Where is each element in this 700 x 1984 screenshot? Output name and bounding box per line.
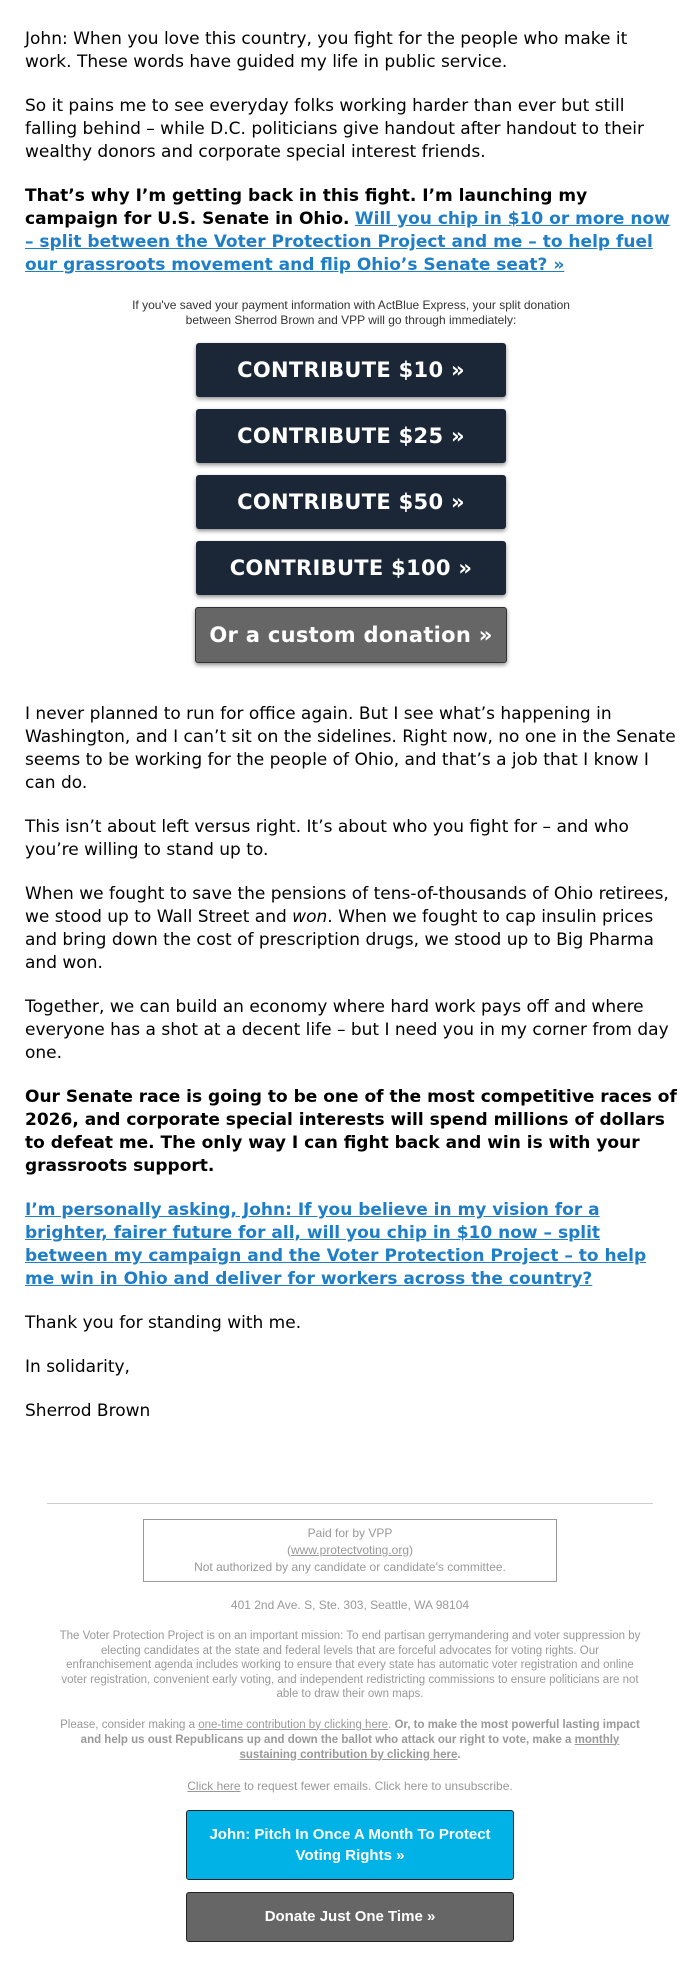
email-body — [25, 28, 677, 1444]
consider-text: Please, consider making a — [60, 1718, 199, 1731]
contribute-25-button[interactable]: CONTRIBUTE $25 » — [196, 409, 506, 463]
paragraph-closing: In solidarity, — [25, 1357, 130, 1377]
email-preferences-line — [0, 1779, 700, 1794]
contribute-100-button[interactable]: CONTRIBUTE $100 » — [196, 541, 506, 595]
chip-in-link[interactable]: Will you chip in $10 or more now – split between the Voter Protection Project and me – to help fuel our grassroots movement and flip Ohio’s Senate seat? » — [25, 209, 670, 275]
paragraph-economy: Together, we can build an economy where hard work pays off and where everyone has a shot at a decent life – but I need you in my corner from day one. — [25, 997, 669, 1063]
paragraph-intro: John: When you love this country, you fight for the people who make it work. These words have guided my life in public service. — [25, 29, 628, 72]
paid-for-disclaimer — [143, 1519, 557, 1582]
monthly-donation-button[interactable]: John: Pitch In Once A Month To Protect Voting Rights » — [186, 1810, 514, 1880]
campaign-launch-text: That’s why I’m getting back in this fight. I’m launching my campaign for U.S. Senate in Ohio. — [25, 186, 588, 229]
email-footer — [0, 1503, 700, 1942]
actblue-express-note: If you've saved your payment information with ActBlue Express, your split donation between Sherrod Brown and VPP will go through immediately: — [132, 298, 570, 327]
pensions-text-emphasis: won — [292, 907, 328, 927]
consider-separator: . — [388, 1718, 395, 1731]
protectvoting-link[interactable]: www.protectvoting.org — [290, 1543, 410, 1557]
footer-divider — [47, 1503, 653, 1504]
paragraph-competitive-race: Our Senate race is going to be one of the most competitive races of 2026, and corporate special interests will spend millions of dollars to defeat me. The only way I can fight back and win is with your grassroots support. — [25, 1087, 677, 1176]
fewer-emails-link[interactable]: Click here — [187, 1778, 241, 1793]
not-authorized-line: Not authorized by any candidate or candidate's committee. — [194, 1560, 506, 1574]
custom-donation-button[interactable]: Or a custom donation » — [195, 607, 507, 663]
donation-button-group — [25, 343, 677, 675]
one-time-contribution-link[interactable]: one-time contribution by clicking here — [198, 1718, 389, 1731]
paragraph-falling-behind: So it pains me to see everyday folks working harder than ever but still falling behind – while D.C. politicians give handout after handout to their wealthy donors and corporate special interest friends. — [25, 96, 645, 162]
pensions-text-b: . When we fought to cap insulin prices and bring down the cost of prescription drugs, we stood up to Big Pharma and won. — [25, 907, 654, 973]
paragraph-run-again: I never planned to run for office again. But I see what’s happening in Washington, and I can’t sit on the sidelines. Right now, no one in the Senate seems to be working for the people of Ohio, and that’s a job that I know I can do. — [25, 704, 676, 793]
paid-for-line: Paid for by VPP — [307, 1526, 393, 1540]
contribution-options-text — [59, 1718, 641, 1763]
personal-ask-link[interactable]: I’m personally asking, John: If you believe in my vision for a brighter, fairer future for all, will you chip in $10 now – split between my campaign and the Voter Protection Project – to help me win in Ohio and deliver for workers across the country? — [25, 1200, 647, 1289]
paren-open: ( — [286, 1543, 291, 1557]
paragraph-left-right: This isn’t about left versus right. It’s about who you fight for – and who you’re willing to stand up to. — [25, 817, 629, 860]
signature: Sherrod Brown — [25, 1401, 151, 1421]
paid-for-url-line — [144, 1542, 556, 1559]
consider-bold-span: Or, to make the most powerful lasting impact and help us oust Republicans up and down the ballot who attack our right to vote, make a — [80, 1718, 640, 1746]
pensions-text-a: When we fought to save the pensions of tens-of-thousands of Ohio retirees, we stood up to Wall Street and — [25, 884, 669, 927]
paragraph-campaign-launch — [25, 185, 677, 277]
monthly-contribution-link[interactable]: monthly sustaining contribution by clicking here — [239, 1733, 620, 1761]
paragraph-thank-you: Thank you for standing with me. — [25, 1313, 302, 1333]
consider-end: . — [457, 1748, 461, 1761]
mission-statement: The Voter Protection Project is on an important mission: To end partisan gerrymandering and voter suppression by electing candidates at the state and federal levels that are forceful advocates for voting rights. Our enfranchisement agenda includes working to ensure that every state has automatic voter registration and online voter registration, convenient early voting, and independent redistricting commissions to ensure politicians are not able to draw their own maps. — [59, 1630, 641, 1700]
paragraph-pensions — [25, 883, 677, 975]
unsubscribe-text: to request fewer emails. Click here to unsubscribe. — [240, 1778, 513, 1793]
one-time-donation-button[interactable]: Donate Just One Time » — [186, 1892, 514, 1942]
contribute-10-button[interactable]: CONTRIBUTE $10 » — [196, 343, 506, 397]
mailing-address: 401 2nd Ave. S, Ste. 303, Seattle, WA 98104 — [230, 1598, 470, 1612]
paragraph-personal-ask — [25, 1199, 677, 1291]
contribute-50-button[interactable]: CONTRIBUTE $50 » — [196, 475, 506, 529]
paren-close: ) — [409, 1543, 414, 1557]
